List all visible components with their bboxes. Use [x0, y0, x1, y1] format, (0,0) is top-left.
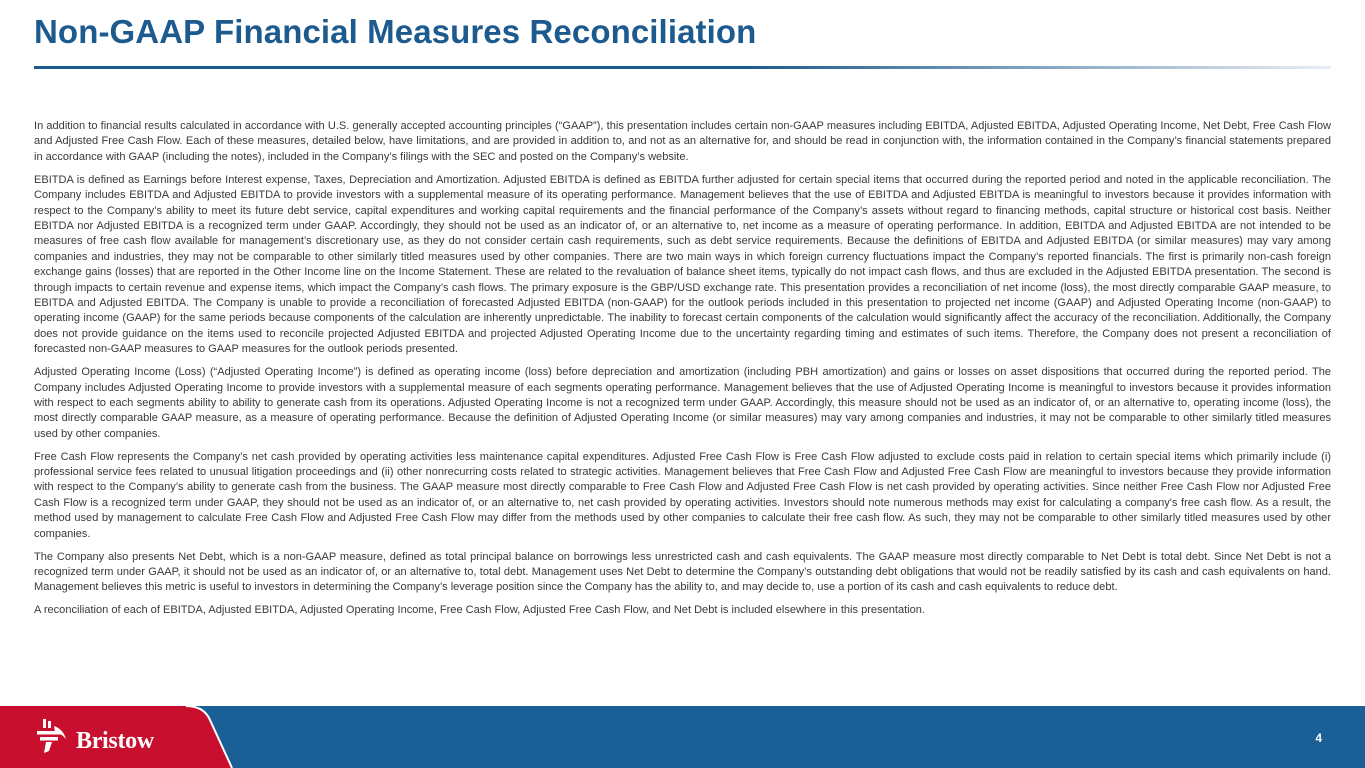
- paragraph-intro: In addition to financial results calculated in accordance with U.S. generally accepted accounting principles (“GAAP”), this presentation includes certain non-GAAP measures including EBITDA, Adjusted EBITDA, Adjusted Operating Income, Net Debt, Free Cash Flow and Adjusted Free Cash Flow. Each of these measures, detailed below, have limitations, and are provided in addition to, and not as an alternative for, and should be read in conjunction with, the information contained in the Company’s financial statements prepared in accordance with GAAP (including the notes), included in the Company’s filings with the SEC and posted on the Company’s website.: [34, 120, 1331, 163]
- paragraph-net-debt: The Company also presents Net Debt, which is a non-GAAP measure, defined as total principal balance on borrowings less unrestricted cash and cash equivalents. The GAAP measure most directly comparable to Net Debt is total debt. Since Net Debt is not a recognized term under GAAP, it should not be used as an indicator of, or an alternative to, total debt. Management uses Net Debt to determine the Company’s outstanding debt obligations that would not be readily satisfied by its cash and cash equivalents on hand. Management believes this metric is useful to investors in determining the Company’s leverage position since the Company has the ability to, and may decide to, use a portion of its cash and cash equivalents to reduce debt.: [34, 550, 1331, 594]
- paragraph-adjusted-operating-income: Adjusted Operating Income (Loss) (“Adjusted Operating Income”) is defined as operating income (loss) before depreciation and amortization (including PBH amortization) and gains or losses on asset dispositions that occurred during the reported period. The Company includes Adjusted Operating Income to provide investors with a supplemental measure of each segments operating performance. Management believes that the use of Adjusted Operating Income is meaningful to investors because it provides information with respect to each segments ability to ability to generate cash from its operations. Adjusted Operating Income is not a recognized term under GAAP. Accordingly, this measure should not be used as an indicator of, or an alternative to, operating income (loss), the most directly comparable GAAP measure, as a measure of operating performance. Because the definition of Adjusted Operating Income (or similar measures) may vary among companies and industries, it may not be comparable to other similarly titled measures used by other companies.: [34, 366, 1331, 440]
- page-number: 4: [1315, 731, 1322, 745]
- title-divider: [34, 66, 1331, 69]
- footer-background: [0, 706, 1365, 768]
- bristow-logo: [36, 717, 176, 757]
- body-text: [34, 119, 1331, 626]
- paragraph-reconciliation-note: A reconciliation of each of EBITDA, Adjusted EBITDA, Adjusted Operating Income, Free Cash Flow, Adjusted Free Cash Flow, and Net Debt is included elsewhere in this presentation.: [34, 604, 925, 617]
- paragraph-ebitda: EBITDA is defined as Earnings before Interest expense, Taxes, Depreciation and Amortization. Adjusted EBITDA is defined as EBITDA further adjusted for certain special items that occurred during the reported period and noted in the applicable reconciliation. The Company includes EBITDA and Adjusted EBITDA to provide investors with a supplemental measure of its operating performance. Management believes that the use of EBITDA and Adjusted EBITDA is meaningful to investors because it provides information with respect to the Company’s ability to meet its future debt service, capital expenditures and working capital requirements and the financial performance of the Company’s assets without regard to financing methods, capital structure or historical cost basis. Neither EBITDA nor Adjusted EBITDA is a recognized term under GAAP. Accordingly, they should not be used as an indicator of, or an alternative to, net income as a measure of operating performance. In addition, EBITDA and Adjusted EBITDA are not intended to be measures of free cash flow available for management’s discretionary use, as they do not consider certain cash requirements, such as debt service requirements. Because the definitions of EBITDA and Adjusted EBITDA (or similar measures) may vary among companies and industries, they may not be comparable to other similarly titled measures used by other companies. There are two main ways in which foreign currency fluctuations impact the Company’s reported financials. The first is primarily non-cash foreign exchange gains (losses) that are reported in the Other Income line on the Income Statement. These are related to the revaluation of balance sheet items, typically do not impact cash flows, and thus are excluded in the Adjusted EBITDA presentation. The second is through impacts to certain revenue and expense items, which impact the Company’s cash flows. The primary exposure is the GBP/USD exchange rate. This presentation provides a reconciliation of net income (loss), the most directly comparable GAAP measure, to EBITDA and Adjusted EBITDA. The Company is unable to provide a reconciliation of forecasted Adjusted EBITDA (non-GAAP) for the outlook periods included in this presentation to projected net income (GAAP) and Adjusted Operating Income (non-GAAP) to operating income (GAAP) for the same periods because components of the calculation are inherently unpredictable. The inability to forecast certain components of the calculation would significantly affect the accuracy of the reconciliation. Additionally, the Company does not provide guidance on the items used to reconcile projected Adjusted EBITDA and projected Adjusted Operating Income due to the uncertainty regarding timing and estimates of such items. Therefore, the Company does not present a reconciliation of forecasted non-GAAP measures to GAAP measures for the outlook periods presented.: [34, 173, 1331, 356]
- footer-band: [0, 706, 1365, 768]
- logo-wordmark: Bristow: [76, 728, 154, 754]
- bristow-bird-logo-icon: [36, 717, 72, 755]
- page-title: Non-GAAP Financial Measures Reconciliation: [34, 13, 757, 50]
- paragraph-free-cash-flow: Free Cash Flow represents the Company’s net cash provided by operating activities less maintenance capital expenditures. Adjusted Free Cash Flow is Free Cash Flow adjusted to exclude costs paid in relation to certain special items which primarily include (i) professional service fees related to unusual litigation proceedings and (ii) other nonrecurring costs related to strategic activities. Management believes that Free Cash Flow and Adjusted Free Cash Flow are meaningful to investors because they provide information with respect to the Company’s ability to generate cash from the business. The GAAP measure most directly comparable to Free Cash Flow and Adjusted Free Cash Flow is net cash provided by operating activities. Since neither Free Cash Flow nor Adjusted Free Cash Flow is a recognized term under GAAP, they should not be used as an indicator of, or an alternative to, net cash provided by operating activities. Investors should note numerous methods may exist for calculating a company's free cash flow. As a result, the method used by management to calculate Free Cash Flow and Adjusted Free Cash Flow may differ from the methods used by other companies to calculate their free cash flow. As such, they may not be comparable to other similarly titled measures used by other companies.: [34, 450, 1331, 540]
